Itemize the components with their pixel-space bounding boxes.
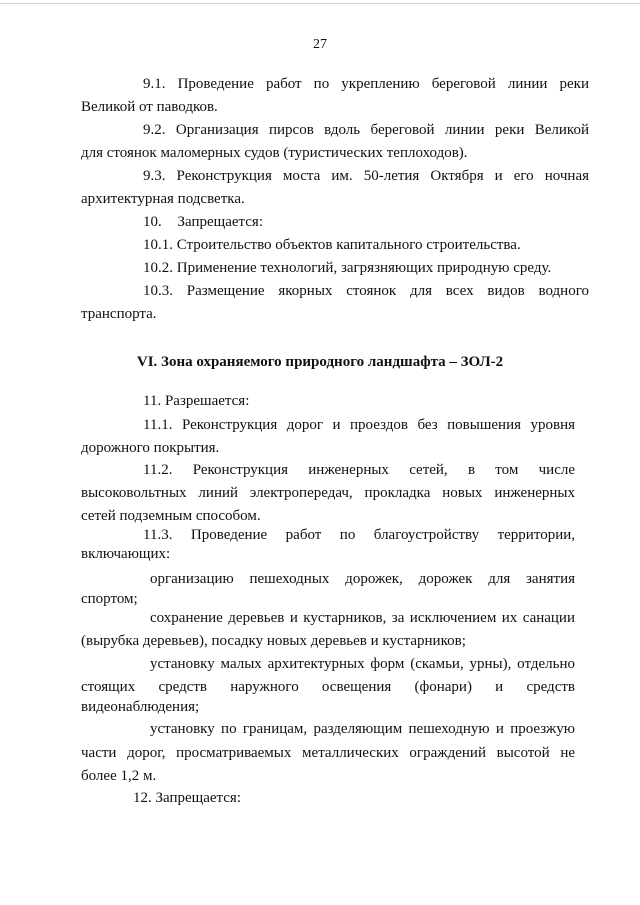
bullet-forms-line-3: видеонаблюдения; (81, 699, 200, 715)
item-11: 11. Разрешается: (143, 393, 250, 409)
bullet-fences-line-3: более 1,2 м. (81, 768, 157, 784)
item-11-3-line-2: включающих: (81, 546, 171, 562)
page-number: 27 (313, 37, 327, 52)
section-heading: VI. Зона охраняемого природного ландшафта – ЗОЛ-2 (136, 354, 504, 370)
item-11-1-line-2: дорожного покрытия. (81, 440, 220, 456)
item-10-3-line-2: транспорта. (81, 306, 157, 322)
bullet-paths-line-2: спортом; (81, 591, 138, 607)
item-9-1-line-1: 9.1. Проведение работ по укреплению береговой линии реки (143, 76, 589, 92)
bullet-forms-line-2: стоящих средств наружного освещения (фонари) и средств (81, 679, 575, 695)
item-11-2-line-1: 11.2. Реконструкция инженерных сетей, в том числе (143, 462, 575, 478)
item-11-2-line-3: сетей подземным способом. (81, 508, 261, 524)
bullet-trees-line-2: (вырубка деревьев), посадку новых деревьев и кустарников; (81, 633, 466, 649)
bullet-fences-line-1: установку по границам, разделяющим пешеходную и проезжую (150, 721, 575, 737)
item-11-1-line-1: 11.1. Реконструкция дорог и проездов без повышения уровня (143, 417, 575, 433)
bullet-fences-line-2: части дорог, просматриваемых металлических ограждений высотой не (81, 745, 575, 761)
item-11-2-line-2: высоковольтных линий электропередач, прокладка новых инженерных (81, 485, 575, 501)
item-10-3-line-1: 10.3. Размещение якорных стоянок для всех видов водного (143, 283, 589, 299)
item-9-3-line-1: 9.3. Реконструкция моста им. 50-летия Октября и его ночная (143, 168, 589, 184)
bullet-paths-line-1: организацию пешеходных дорожек, дорожек для занятия (150, 571, 575, 587)
item-10-2: 10.2. Применение технологий, загрязняющих природную среду. (143, 260, 552, 276)
item-9-2-line-2: для стоянок маломерных судов (туристических теплоходов). (81, 145, 468, 161)
item-10-1: 10.1. Строительство объектов капитального строительства. (143, 237, 521, 253)
page-top-edge (0, 3, 640, 4)
item-10: 10. Запрещается: (143, 214, 263, 230)
item-12: 12. Запрещается: (133, 790, 241, 806)
item-11-3-line-1: 11.3. Проведение работ по благоустройству территории, (143, 527, 575, 543)
bullet-forms-line-1: установку малых архитектурных форм (скамьи, урны), отдельно (150, 656, 575, 672)
item-9-2-line-1: 9.2. Организация пирсов вдоль береговой линии реки Великой (143, 122, 589, 138)
item-9-3-line-2: архитектурная подсветка. (81, 191, 245, 207)
item-9-1-line-2: Великой от паводков. (81, 99, 218, 115)
bullet-trees-line-1: сохранение деревьев и кустарников, за исключением их санации (150, 610, 575, 626)
